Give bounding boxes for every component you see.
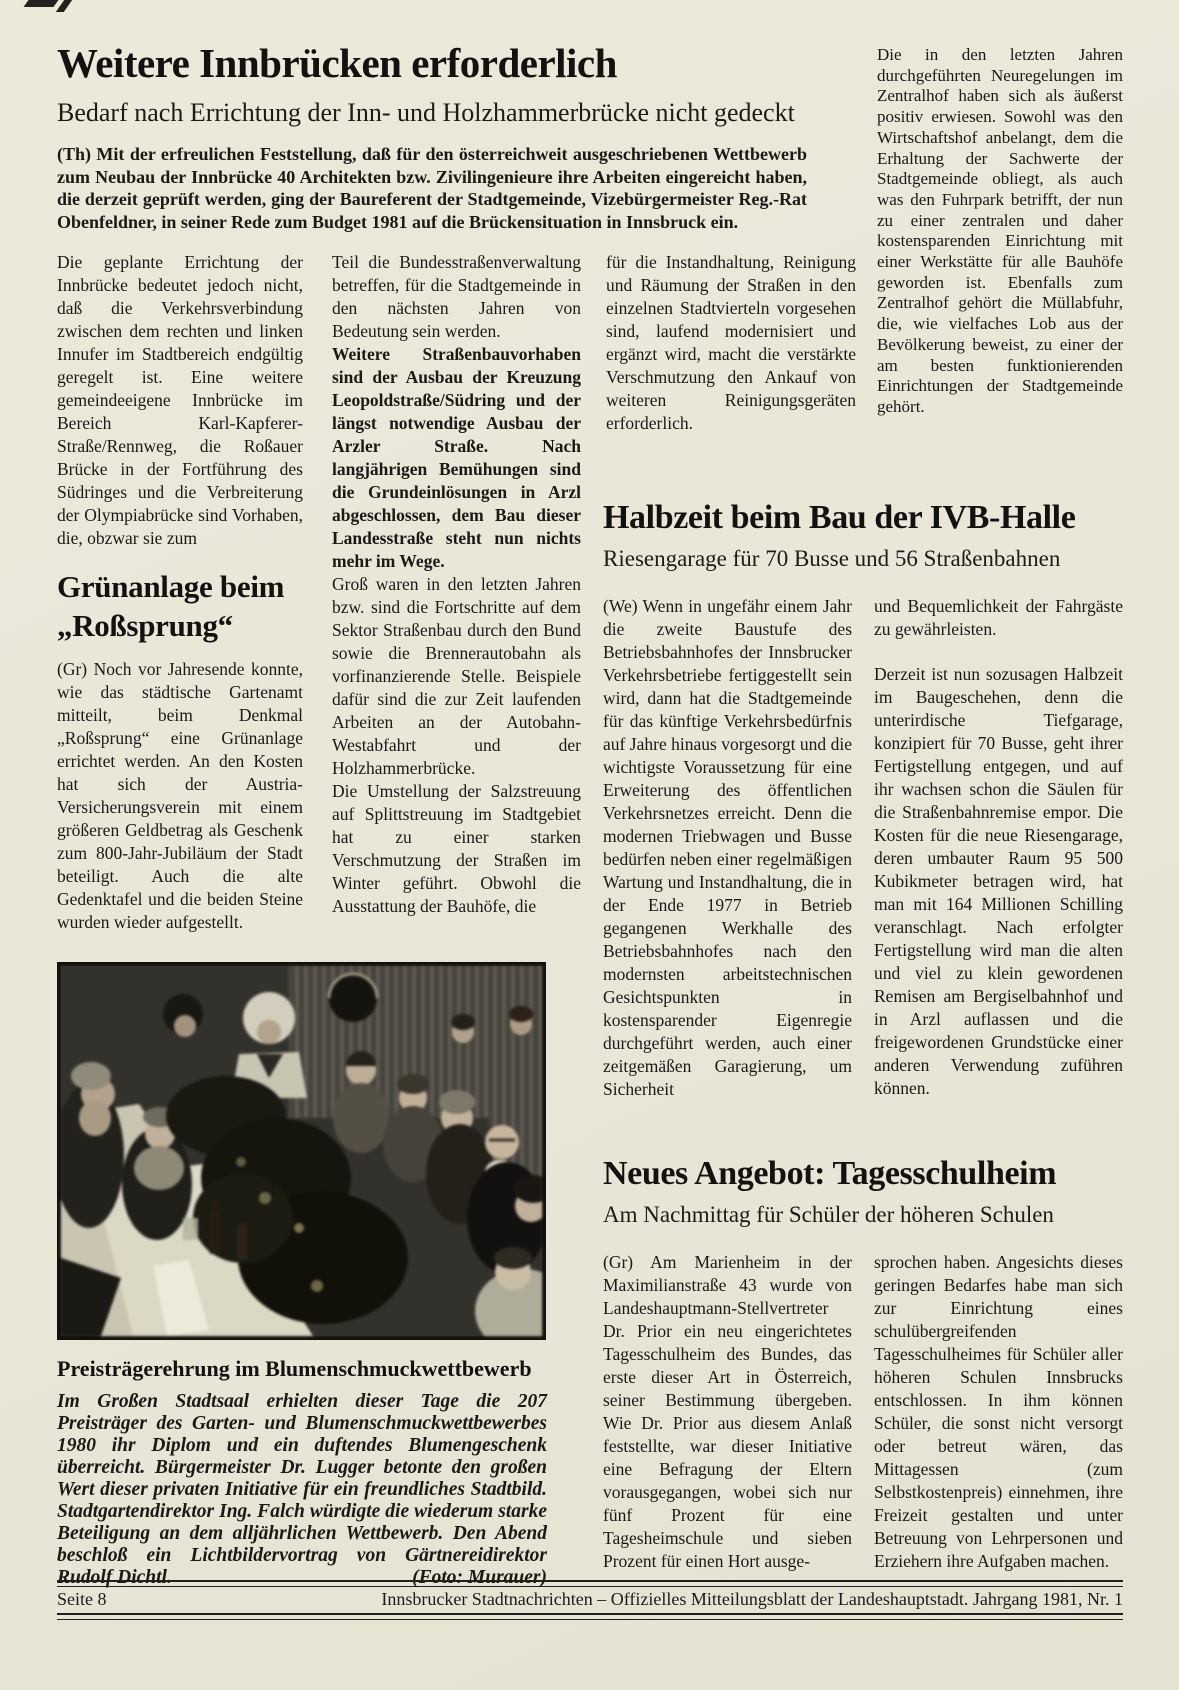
gruenanlage-title-line1: Grünanlage beim [57, 569, 285, 604]
ivb-col2-paragraph: Derzeit ist nun sozusagen Halbzeit im Baugeschehen, denn die unterirdische Tiefgarage, konzipiert für 70 Busse, geht ihrer Fertigstellung entgegen, und auf ihr wachsen schon die Säulen für die Straßenbahnremise empor. Die Kosten für die neue Riesengarage, deren umbauter Raum 95 500 Kubikmeter betragen wird, hat man mit 164 Millionen Schilling veranschlagt. Nach erfolgter Fertigstellung wird man die alten und viel zu klein gewordenen Remisen am Bergiselbahnhof und in Arzl auflassen und die freigewordenen Grundstücke einer anderen Verwendung zuführen können. [874, 663, 1123, 1098]
ivb-col1-text: (We) Wenn in ungefähr einem Jahr die zweite Baustufe des Betriebsbahnhofes der Innsbrucker Verkehrsbetriebe fertiggestellt sein wird, dann hat die Stadtgemeinde für das künftige Verkehrsbedürfnis auf Jahre hinaus vorgesorgt und die wichtigste Voraussetzung für eine Erweiterung des öffentlichen Verkehrsnetzes erreicht. Denn die modernen Triebwagen und Busse bedürfen neben einer regelmäßigen Wartung und Instandhaltung, die in der Ende 1977 in Betrieb gegangenen Werkhalle des Betriebsbahnhofes nach den modernsten arbeitstechnischen Gesichtspunkten in kostensparender Eigenregie durchgeführt werden, auch einer zeitgemäßen Garagierung, um Sicherheit [603, 595, 852, 1099]
footer-issue-line: Innsbrucker Stadtnachrichten – Offizielles Mitteilungsblatt der Landeshauptstadt. Jahrgang 1981, Nr. 1 [381, 1589, 1123, 1609]
award-ceremony-photo [57, 962, 546, 1340]
innbruecken-col3-text: für die Instandhaltung, Reinigung und Räumung der Straßen in den einzelnen Stadtvierteln vorgesehen sind, laufend modernisiert und ergänzt wird, macht die verstärkte Verschmutzung den Ankauf von weiteren Reinigungsgeräten erforderlich. [606, 252, 856, 433]
innbruecken-col2-paragraph: Groß waren in den letzten Jahren bzw. sind die Fortschritte auf dem Sektor Straßenbau durch den Bund sowie die Brennerautobahn als vorfinanzierende Stelle. Beispiele dafür sind die zur Zeit laufenden Arbeiten an der Autobahn-Westabfahrt und der Holzhammerbrücke. [332, 574, 581, 778]
ivb-column-2 [874, 595, 1123, 1101]
innbruecken-column-3 [606, 251, 856, 435]
article-tagesschulheim [603, 1156, 1124, 1573]
tagesschulheim-column-2 [874, 1251, 1123, 1573]
article-ivb [603, 500, 1124, 1101]
article-ivb-subtitle: Riesengarage für 70 Busse und 56 Straßenbahnen [603, 545, 1061, 571]
innbruecken-col2-paragraph: Teil die Bundesstraßenverwaltung betreffen, für die Stadtgemeinde in den nächsten Jahren von Bedeutung sein werden. [332, 252, 581, 341]
article-ivb-title: Halbzeit beim Bau der IVB-Halle [603, 499, 1076, 536]
photo-caption-title: Preisträgerehrung im Blumenschmuckwettbewerb [57, 1356, 532, 1381]
footer [57, 1589, 1123, 1610]
article-innbruecken-header [57, 42, 857, 128]
innbruecken-col1-text: Die geplante Errichtung der Innbrücke bedeutet jedoch nicht, daß die Verkehrsverbindung zwischen dem rechten und linken Innufer im Stadtbereich endgültig geregelt ist. Eine weitere gemeindeeigene Innbrücke im Bereich Karl-Kapferer-Straße/Rennweg, die Roßauer Brücke in der Fortführung des Südringes und die Verbreiterung der Olympiabrücke sind Vorhaben, die, obzwar sie zum [57, 252, 303, 548]
ivb-column-1 [603, 595, 852, 1101]
scan-artifact [24, 0, 59, 7]
photo-caption-text: Im Großen Stadtsaal erhielten dieser Tage die 207 Preisträger des Garten- und Blumenschmuckwettbewerbes 1980 ihr Diplom und ein duftendes Blumengeschenk überreicht. Bürgermeister Dr. Lugger betonte den großen Wert dieser privaten Initiative für ein freundliches Stadtbild. Stadtgartendirektor Ing. Falch würdigte die wiederum starke Beteiligung an dem alljährlichen Wettbewerb. Den Abend beschloß ein Lichtbildervortrag von Gärtnereidirektor Rudolf Dichtl. [57, 1391, 547, 1588]
article-innbruecken-title: Weitere Innbrücken erforderlich [57, 40, 617, 86]
scan-artifact [56, 0, 72, 12]
article-gruenanlage-title [57, 567, 303, 645]
innbruecken-col4-text: Die in den letzten Jahren durchgeführten Neuregelungen im Zentralhof haben sich als äußerst positiv erwiesen. Sowohl was den Wirtschaftshof anbelangt, dem die Erhaltung der Sachwerte der Stadtgemeinde obliegt, als auch was den Fuhrpark betrifft, der nun zu einer zentralen und daher kostensparenden Einrichtung mit einer Werkstätte für alle Bauhöfe geworden ist. Ebenfalls zum Zentralhof gehört die Müllabfuhr, die, wie vielfaches Lob aus der Bevölkerung beweist, zu einer der am besten funktionierenden Einrichtungen der Stadtgemeinde gehört. [877, 45, 1123, 416]
article-tagesschulheim-subtitle: Am Nachmittag für Schüler der höheren Schulen [603, 1201, 1054, 1227]
article-tagesschulheim-title: Neues Angebot: Tagesschulheim [603, 1155, 1057, 1192]
ivb-col2-paragraph: und Bequemlichkeit der Fahrgäste zu gewährleisten. [874, 595, 1123, 639]
tagesschulheim-col1-text: (Gr) Am Marienheim in der Maximilianstraße 43 wurde von Landeshauptmann-Stellvertreter Dr. Prior ein neu eingerichtetes Tagesschulheim des Bundes, das erste dieser Art in Österreich, seiner Bestimmung übergeben. Wie Dr. Prior aus diesem Anlaß feststellte, war dieser Initiative eine Befragung der Eltern vorausgegangen, wobei sich nur fünf Prozent für eine Tagesheimschule und sieben Prozent für einen Hort ausge- [603, 1251, 852, 1571]
article-innbruecken-subtitle: Bedarf nach Errichtung der Inn- und Holzhammerbrücke nicht gedeckt [57, 98, 795, 128]
photo-caption-body [57, 1391, 547, 1589]
footer-top-rule [57, 1580, 1123, 1587]
award-ceremony-photo-illustration [61, 966, 542, 1336]
gruenanlage-body: (Gr) Noch vor Jahresende konnte, wie das städtische Gartenamt mitteilt, beim Denkmal „Roßsprung“ eine Grünanlage errichtet werden. An den Kosten hat sich der Austria-Versicherungsverein mit einem größeren Geldbetrag als Geschenk zum 800-Jahr-Jubiläum der Stadt beteiligt. Auch die alte Gedenktafel und die beiden Steine wurden wieder aufgestellt. [57, 659, 303, 932]
innbruecken-column-2 [332, 251, 581, 918]
innbruecken-column-4 [877, 45, 1123, 418]
innbruecken-column-1 [57, 251, 303, 934]
photo-caption [57, 1356, 547, 1589]
innbruecken-col2-bold-paragraph: Weitere Straßenbauvorhaben sind der Ausbau der Kreuzung Leopoldstraße/Südring und der längst notwendige Ausbau der Arzler Straße. Nach langjährigen Bemühungen sind die Grundeinlösungen in Arzl abgeschlossen, dem Bau dieser Landesstraße steht nun nichts mehr im Wege. [332, 344, 581, 571]
tagesschulheim-column-1 [603, 1251, 852, 1573]
innbruecken-col2-paragraph: Die Umstellung der Salzstreuung auf Splittstreuung im Stadtgebiet hat zu einer starken Verschmutzung der Straßen im Winter geführt. Obwohl die Ausstattung der Bauhöfe, die [332, 781, 581, 916]
footer-bottom-rule [57, 1613, 1123, 1620]
footer-page-number: Seite 8 [57, 1589, 107, 1609]
tagesschulheim-col2-text: sprochen haben. Angesichts dieses geringen Bedarfes habe man sich zur Einrichtung eines schulübergreifenden Tagesschulheimes für Schüler aller höheren Schulen Innsbrucks entschlossen. In ihm können Schüler, die sonst nicht versorgt oder betreut wären, das Mittagessen (zum Selbstkostenpreis) einnehmen, ihre Freizeit gestalten und unter Betreuung von Lehrpersonen und Erziehern ihre Aufgaben machen. [874, 1251, 1123, 1571]
article-innbruecken-lead: (Th) Mit der erfreulichen Feststellung, daß für den österreichweit ausgeschriebenen Wettbewerb zum Neubau der Innbrücke 40 Architekten bzw. Zivilingenieure ihre Arbeiten eingereicht haben, die derzeit geprüft werden, ging der Baureferent der Stadtgemeinde, Vizebürgermeister Reg.-Rat Obenfeldner, in seiner Rede zum Budget 1981 auf die Brückensituation in Innsbruck ein. [57, 144, 807, 232]
gruenanlage-title-line2: „Roßsprung“ [57, 608, 233, 643]
photo-credit: (Foto: Murauer) [412, 1567, 547, 1588]
